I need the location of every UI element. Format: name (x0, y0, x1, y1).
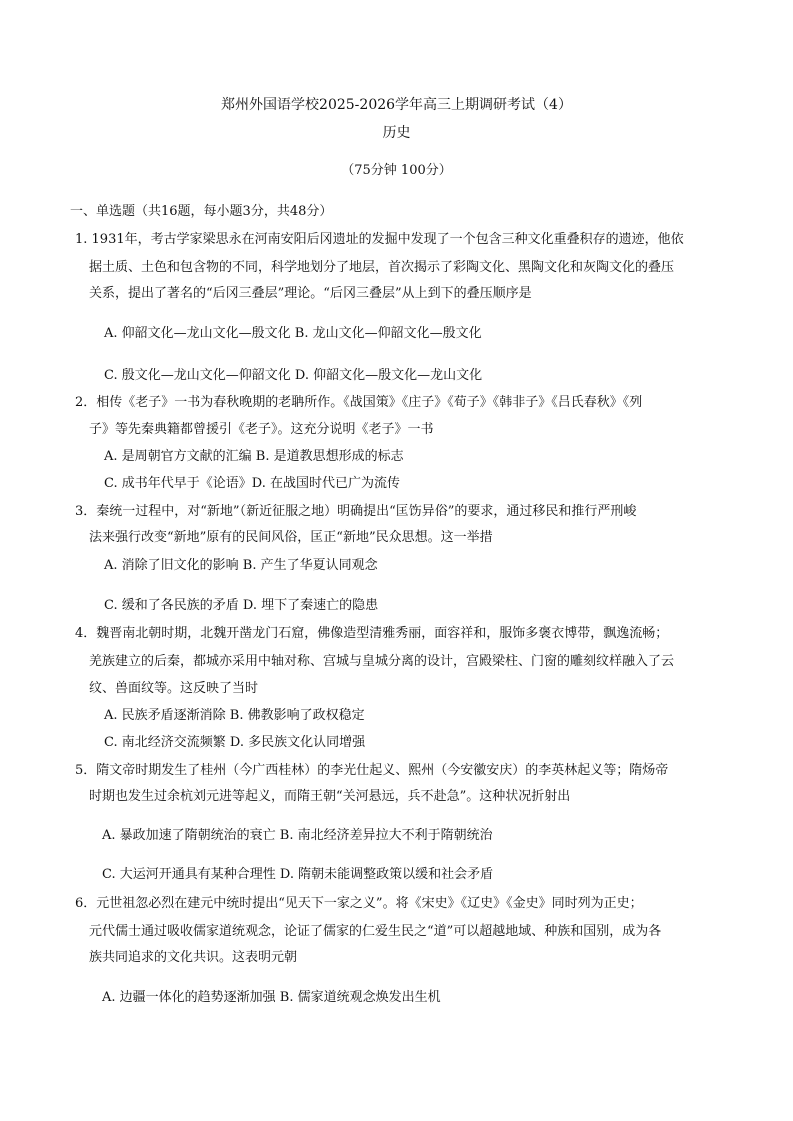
option-line: C. 成书年代早于《论语》D. 在战国时代已广为流传 (104, 476, 400, 491)
exam-title: 郑州外国语学校2025-2026学年高三上期调研考试（4） (221, 97, 572, 113)
question-stem-line: 1. 1931年，考古学家梁思永在河南安阳后冈遗址的发掘中发现了一个包含三种文化重叠积存的遗迹，他依 (75, 232, 684, 247)
option-line: C. 殷文化—龙山文化—仰韶文化 D. 仰韶文化—殷文化—龙山文化 (104, 368, 483, 383)
question-stem-line: 元代儒士通过吸收儒家道统观念，论证了儒家的仁爱生民之“道”可以超越地域、种族和国别，成为各 (89, 924, 662, 939)
option-line: C. 缓和了各民族的矛盾 D. 埋下了秦速亡的隐患 (104, 598, 379, 613)
option-line: A. 消除了旧文化的影响 B. 产生了华夏认同观念 (104, 558, 378, 573)
question-stem-line: 4．魏晋南北朝时期，北魏开凿龙门石窟，佛像造型清雅秀丽，面容祥和，服饰多褒衣博带，飘逸流畅； (75, 626, 669, 641)
question-stem-line: 子》等先秦典籍都曾援引《老子》。这充分说明《老子》一书 (89, 422, 434, 437)
subject-title: 历史 (382, 125, 411, 141)
question-stem-line: 5．隋文帝时期发生了桂州（今广西桂林）的李光仕起义、熙州（今安徽安庆）的李英林起义等；隋炀帝 (75, 763, 669, 778)
option-line: A. 暴政加速了隋朝统治的衰亡 B. 南北经济差异拉大不利于隋朝统治 (102, 828, 493, 843)
question-stem-line: 羌族建立的后秦，都城亦采用中轴对称、宫城与皇城分离的设计，宫殿梁柱、门窗的雕刻纹样融入了云 (89, 654, 675, 669)
question-stem-line: 2．相传《老子》一书为春秋晚期的老聃所作。《战国策》《庄子》《荀子》《韩非子》《吕氏春秋》《列 (75, 395, 643, 410)
question-stem-line: 据土质、土色和包含物的不同，科学地划分了地层，首次揭示了彩陶文化、黑陶文化和灰陶文化的叠压 (89, 260, 675, 275)
question-stem-line: 3．秦统一过程中，对“新地”（新近征服之地）明确提出“匡饬异俗”的要求，通过移民和推行严刑峻 (75, 504, 637, 519)
option-line: A. 民族矛盾逐渐消除 B. 佛教影响了政权稳定 (104, 708, 365, 723)
option-line: A. 仰韶文化—龙山文化—殷文化 B. 龙山文化—仰韶文化—殷文化 (104, 326, 482, 341)
question-stem-line: 6．元世祖忽必烈在建元中统时提出“见天下一家之义”。将《宋史》《辽史》《金史》同时列为正史； (75, 896, 643, 911)
option-line: C. 大运河开通具有某种合理性 D. 隋朝未能调整政策以缓和社会矛盾 (102, 867, 494, 882)
option-line: A. 是周朝官方文献的汇编 B. 是道教思想形成的标志 (104, 449, 404, 464)
section-heading: 一、单选题（共16题，每小题3分，共48分） (70, 204, 333, 219)
question-stem-line: 关系，提出了著名的“后冈三叠层”理论。“后冈三叠层”从上到下的叠压顺序是 (89, 286, 532, 301)
option-line: C. 南北经济交流频繁 D. 多民族文化认同增强 (104, 735, 366, 750)
question-stem-line: 纹、兽面纹等。这反映了当时 (89, 681, 259, 696)
option-line: A. 边疆一体化的趋势逐渐加强 B. 儒家道统观念焕发出生机 (102, 990, 441, 1005)
question-stem-line: 族共同追求的文化共识。这表明元朝 (89, 950, 298, 965)
question-stem-line: 时期也发生过余杭刘元进等起义，而隋王朝“关河悬远，兵不赴急”。这种状况折射出 (89, 789, 571, 804)
time-score: （75分钟 100分） (341, 163, 452, 178)
question-stem-line: 法来强行改变“新地”原有的民间风俗，匡正“新地”民众思想。这一举措 (89, 530, 493, 545)
